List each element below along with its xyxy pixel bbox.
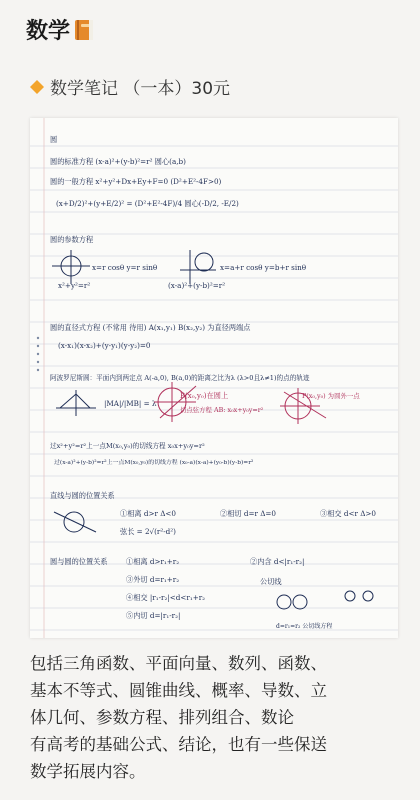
note-line: 阿波罗尼斯圆：平面内到两定点 A(-a,0), B(a,0)的距离之比为λ (λ>0且λ≠1)的点的轨迹 bbox=[50, 374, 310, 382]
note-line: 圆 bbox=[50, 135, 58, 144]
note-line: x=a+r cosθ y=b+r sinθ bbox=[220, 263, 307, 272]
note-line: ①相离 d>r₁+r₂ bbox=[126, 557, 180, 566]
product-line bbox=[30, 74, 230, 99]
note-line: ②内含 d<|r₁-r₂| bbox=[250, 557, 305, 566]
note-line: ③相交 d<r Δ>0 bbox=[320, 509, 376, 518]
note-line: x=r cosθ y=r sinθ bbox=[92, 263, 158, 272]
note-line: P(x₀,y₀) 为圆外一点 bbox=[302, 392, 360, 400]
title-text: 数学 bbox=[26, 19, 71, 44]
note-line: 圆与圆的位置关系 bbox=[50, 557, 108, 566]
note-line: 圆的参数方程 bbox=[50, 235, 94, 244]
description-line: 有高考的基础公式、结论，也有一些保送 bbox=[30, 735, 327, 754]
notes-image bbox=[30, 118, 398, 638]
note-line: (x-a)²+(y-b)²=r² bbox=[168, 281, 226, 290]
description-line: 体几何、参数方程、排列组合、数论 bbox=[30, 708, 294, 727]
product-label: 数学笔记 （一本）30元 bbox=[50, 79, 231, 99]
page-title bbox=[26, 14, 94, 45]
note-line: 过x²+y²=r²上一点M(x₀,y₀)的切线方程 x₀x+y₀y=r² bbox=[50, 442, 205, 450]
book-icon bbox=[74, 19, 94, 41]
diamond-icon bbox=[30, 80, 44, 94]
note-line: d=r₁=r₂ 公切线方程 bbox=[276, 623, 333, 630]
description bbox=[30, 650, 400, 785]
note-line: ④相交 |r₁-r₂|<d<r₁+r₂ bbox=[126, 593, 206, 602]
note-line: ③外切 d=r₁+r₂ bbox=[126, 575, 180, 584]
description-line: 包括三角函数、平面向量、数列、函数、 bbox=[30, 654, 327, 673]
note-line: ⑤内切 d=|r₁-r₂| bbox=[126, 611, 181, 620]
note-line: x²+y²=r² bbox=[58, 281, 91, 290]
note-line: 过(x-a)²+(y-b)²=r²上一点M(x₀,y₀)的切线方程 (x₀-a)(x-a)+(y₀-b)(y-b)=r² bbox=[54, 460, 254, 466]
note-line: |MA|/|MB| = λ bbox=[104, 399, 157, 408]
note-line: ②相切 d=r Δ=0 bbox=[220, 509, 276, 518]
description-line: 数学拓展内容。 bbox=[30, 762, 146, 781]
note-line: 公切线 bbox=[260, 577, 282, 586]
note-line: 切点弦方程 AB: x₀x+y₀y=r² bbox=[180, 406, 264, 414]
note-line: 弦长 = 2√(r²-d²) bbox=[120, 527, 176, 536]
note-line: 圆的一般方程 x²+y²+Dx+Ey+F=0 (D²+E²-4F>0) bbox=[50, 177, 222, 186]
note-line: (x+D/2)²+(y+E/2)² = (D²+E²-4F)/4 圆心(-D/2, -E/2) bbox=[56, 199, 239, 208]
description-line: 基本不等式、圆锥曲线、概率、导数、立 bbox=[30, 681, 327, 700]
note-line: 圆的标准方程 (x-a)²+(y-b)²=r² 圆心(a,b) bbox=[50, 157, 186, 166]
note-line: ①相离 d>r Δ<0 bbox=[120, 509, 176, 518]
note-line: 直线与圆的位置关系 bbox=[50, 491, 115, 500]
note-line: (x-x₁)(x-x₂)+(y-y₁)(y-y₂)=0 bbox=[58, 341, 151, 350]
note-line: P(x₀,y₀)在圆上 bbox=[180, 391, 229, 400]
notes-sheet bbox=[30, 118, 398, 638]
note-line: 圆的直径式方程 (不常用 待用) A(x₁,y₁) B(x₂,y₂) 为直径两端点 bbox=[50, 323, 251, 332]
